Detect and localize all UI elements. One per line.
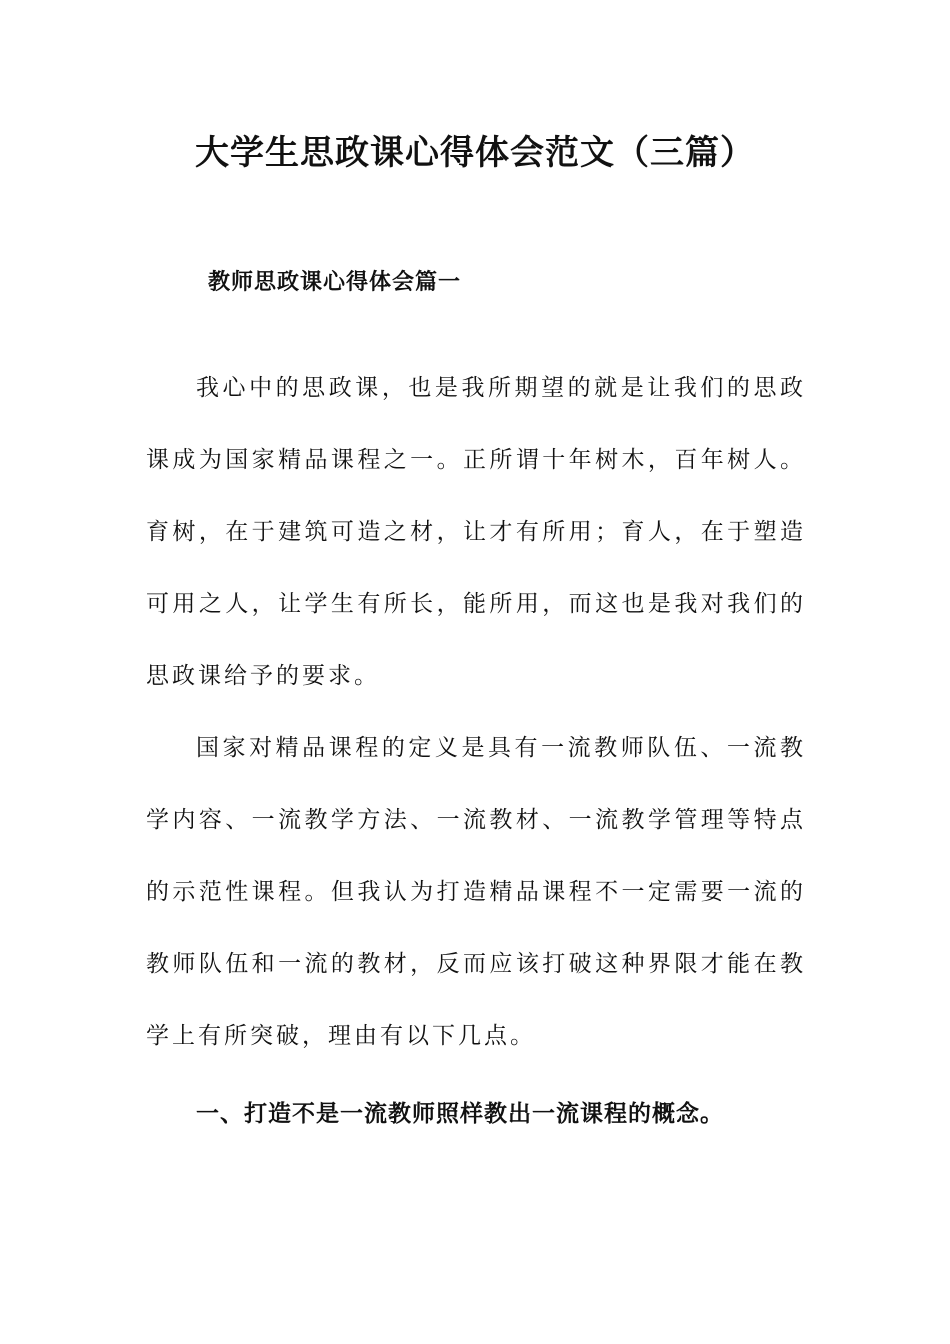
sub-heading: 一、打造不是一流教师照样教出一流课程的概念。 <box>196 1101 724 1127</box>
body-paragraph: 国家对精品课程的定义是具有一流教师队伍、一流教学内容、一流教学方法、一流教材、一流教学管理等特点的示范性课程。但我认为打造精品课程不一定需要一流的教师队伍和一流的教材，反而应该打破这种界限才能在教学上有所突破，理由有以下几点。 <box>146 735 806 1049</box>
document-title: 大学生思政课心得体会范文（三篇） <box>195 133 755 173</box>
section-heading: 教师思政课心得体会篇一 <box>208 270 462 295</box>
body-paragraph: 我心中的思政课，也是我所期望的就是让我们的思政课成为国家精品课程之一。正所谓十年树木，百年树人。育树，在于建筑可造之材，让才有所用；育人，在于塑造可用之人，让学生有所长，能所用，而这也是我对我们的思政课给予的要求。 <box>146 375 806 689</box>
